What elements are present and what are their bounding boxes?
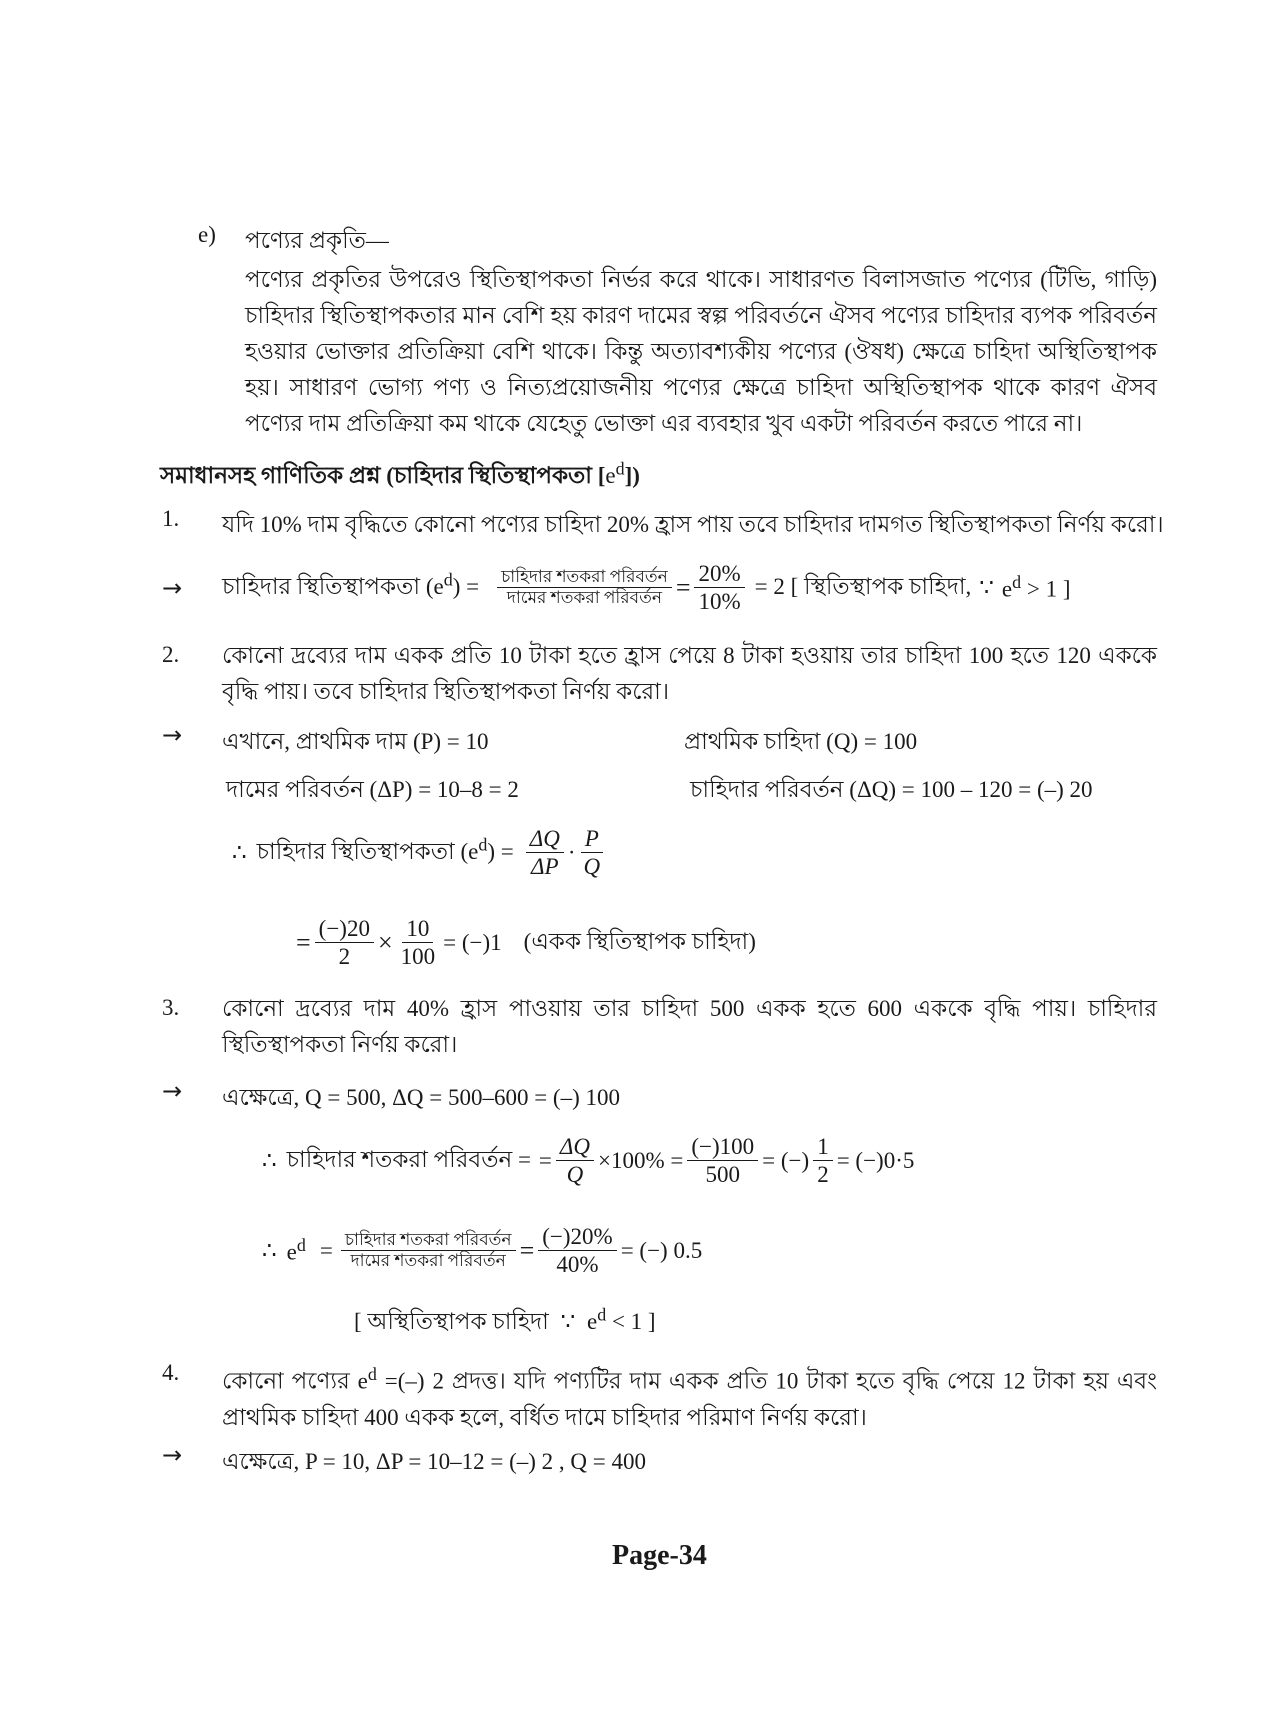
q2-line2-right: চাহিদার পরিবর্তন (ΔQ) = 100 – 120 = (–) 20 — [690, 777, 1093, 802]
q2-dq-dp-fraction: $\frac{\Delta Q}{\Delta P}$ — [526, 826, 564, 880]
q3-result-2: = (−) 0.5 — [620, 1237, 703, 1263]
heading-close: ]) — [624, 463, 640, 488]
q1-solution: → চাহিদার স্থিতিস্থাপকতা $(e^d)$ = $\frac{\text{চাহিদার শতকরা পরিবর্তন}}{\text{দামের শতকরা পরিবর্তন}}$ = $\frac{20\%}{10\%}$ = 2 [ স্থিতিস্থাপক চাহিদা, ∵ $e^d > 1$ ] — [162, 561, 1071, 615]
therefore-symbol: ∴ — [232, 839, 247, 865]
q2-formula — [232, 826, 608, 880]
q3-result-1: = (−)0·5 — [836, 1147, 915, 1173]
q4-text: কোনো পণ্যের $e^d$ =(–) 2 প্রদত্ত। যদি পণ্যটির দাম একক প্রতি 10 টাকা হতে বৃদ্ধি পেয়ে 12 টাকা হয় এবং প্রাথমিক চাহিদা 400 একক হলে, বর্ধিত দামে চাহিদার পরিমাণ নির্ণয় করো। — [222, 1364, 1158, 1430]
q1-number: 1. — [162, 506, 180, 531]
q2-line1-right: প্রাথমিক চাহিদা (Q) = 100 — [684, 729, 918, 754]
q2-number: 2. — [162, 642, 180, 667]
ed-symbol: $e^d$ — [286, 1235, 306, 1266]
q2-line2-left: দামের পরিবর্তন (ΔP) = 10–8 = 2 — [226, 777, 519, 802]
q3-value-fraction: $\frac{(-)20\%}{40\%}$ — [538, 1224, 616, 1278]
dot-operator: · — [567, 839, 576, 865]
q2-calc-fraction-1: $\frac{(-)20}{2}$ — [315, 916, 374, 970]
q3-number: 3. — [162, 995, 180, 1020]
q1-text: যদি 10% দাম বৃদ্ধিতে কোনো পণ্যের চাহিদা 20% হ্রাস পায় তবে চাহিদার দামগত স্থিতিস্থাপকতা নির্ণয় করো। — [222, 512, 1164, 537]
q2-text: কোনো দ্রব্যের দাম একক প্রতি 10 টাকা হতে হ্রাস পেয়ে 8 টাকা হওয়ায় তার চাহিদা 100 হতে 120 এককে বৃদ্ধি পায়। তবে চাহিদার স্থিতিস্থাপকতা নির্ণয় করো। — [222, 643, 1157, 704]
q3-dq-q-fraction: $\frac{\Delta Q}{Q}$ — [556, 1134, 594, 1188]
q2-calculation: = $\frac{(-)20}{2}$ × $\frac{10}{100}$ = (−)1 (একক স্থিতিস্থাপক চাহিদা) — [296, 916, 756, 970]
section-e-label: e) — [198, 222, 216, 247]
q1-pct-fraction: $\frac{\text{চাহিদার শতকরা পরিবর্তন}}{\text{দামের শতকরা পরিবর্তন}}$ — [497, 568, 672, 608]
q2-calc-fraction-2: $\frac{10}{100}$ — [400, 916, 436, 970]
q3-note: [ অস্থিতিস্থাপক চাহিদা ∵ $e^d < 1$ ] — [354, 1304, 656, 1334]
q3-pct-label: চাহিদার শতকরা পরিবর্তন = — [286, 1147, 531, 1173]
q3-line1: এক্ষেত্রে, Q = 500, ΔQ = 500–600 = (–) 100 — [222, 1085, 621, 1110]
q3-fraction-3: $\frac{1}{2}$ — [813, 1134, 833, 1188]
heading-text: সমাধানসহ গাণিতিক প্রশ্ন (চাহিদার স্থিতিস্থাপকতা [ — [160, 463, 606, 488]
arrow-icon: → — [162, 1077, 183, 1105]
therefore-symbol: ∴ — [262, 1237, 277, 1263]
q2-calc-note: (একক স্থিতিস্থাপক চাহিদা) — [523, 929, 756, 955]
q3-pct-formula: ∴ চাহিদার শতকরা পরিবর্তন = = $\frac{\Delta Q}{Q}$ ×100% = $\frac{(-)100}{500}$ = (−) $\frac{1}{2}$ = (−)0·5 — [262, 1134, 915, 1188]
q2-calc-result: = (−)1 — [443, 929, 502, 955]
heading-d: d — [615, 458, 625, 479]
section-e-title: পণ্যের প্রকৃতি— — [245, 228, 389, 253]
solved-problems-heading — [160, 457, 640, 496]
arrow-icon: → — [162, 573, 183, 602]
elasticity-term: চাহিদার স্থিতিস্থাপকতা $(e^d)$ = — [256, 834, 514, 865]
page-number: Page-34 — [612, 1540, 707, 1571]
q3-text: কোনো দ্রব্যের দাম 40% হ্রাস পাওয়ায় তার চাহিদা 500 একক হতে 600 এককে বৃদ্ধি পায়। চাহিদার স্থিতিস্থাপকতা নির্ণয় করো। — [222, 996, 1157, 1057]
section-e-paragraph: পণ্যের প্রকৃতির উপরেও স্থিতিস্থাপকতা নির্ভর করে থাকে। সাধারণত বিলাসজাত পণ্যের (টিভি, গাড়ি) চাহিদার স্থিতিস্থাপকতার মান বেশি হয় কারণ দামের স্বল্প পরিবর্তনে ঐসব পণ্যের চাহিদার ব্যপক পরিবর্তন হওয়ার ভোক্তার প্রতিক্রিয়া বেশি থাকে। কিন্তু অত্যাবশ্যকীয় পণ্যের (ঔষধ) ক্ষেত্রে চাহিদা অস্থিতিস্থাপক হয়। সাধারণ ভোগ্য পণ্য ও নিত্যপ্রয়োজনীয় পণ্যের ক্ষেত্রে চাহিদা অস্থিতিস্থাপক থাকে কারণ ঐসব পণ্যের দাম প্রতিক্রিয়া কম থাকে যেহেতু ভোক্তা এর ব্যবহার খুব একটা পরিবর্তন করতে পারে না। — [245, 267, 1157, 436]
q3-ed-formula: ∴ $e^d$ = $\frac{\text{চাহিদার শতকরা পরিবর্তন}}{\text{দামের শতকরা পরিবর্তন}}$ = $\frac{(-)20\%}{40\%}$ = (−) 0.5 — [262, 1224, 703, 1278]
q3-fraction-2: $\frac{(-)100}{500}$ — [687, 1134, 758, 1188]
q1-result: = 2 [ স্থিতিস্থাপক চাহিদা, — [754, 574, 972, 600]
q2-line1-left: এখানে, প্রাথমিক দাম (P) = 10 — [222, 729, 489, 754]
therefore-symbol: ∴ — [262, 1147, 277, 1173]
q1-condition: $e^d > 1$ ] — [1001, 572, 1071, 603]
q1-value-fraction: $\frac{20\%}{10\%}$ — [694, 561, 744, 615]
heading-e: e — [605, 463, 616, 488]
q3-pct-fraction: $\frac{\text{চাহিদার শতকরা পরিবর্তন}}{\text{দামের শতকরা পরিবর্তন}}$ — [341, 1231, 516, 1271]
arrow-icon: → — [162, 721, 183, 749]
q2-p-q-fraction: $\frac{P}{Q}$ — [580, 826, 605, 880]
arrow-icon: → — [162, 1441, 183, 1469]
q4-line1: এক্ষেত্রে, P = 10, ΔP = 10–12 = (–) 2 , Q = 400 — [222, 1449, 646, 1474]
because-symbol: ∵ — [979, 574, 994, 600]
elasticity-term: চাহিদার স্থিতিস্থাপকতা $(e^d)$ = — [222, 569, 480, 600]
q4-number: 4. — [162, 1360, 180, 1385]
